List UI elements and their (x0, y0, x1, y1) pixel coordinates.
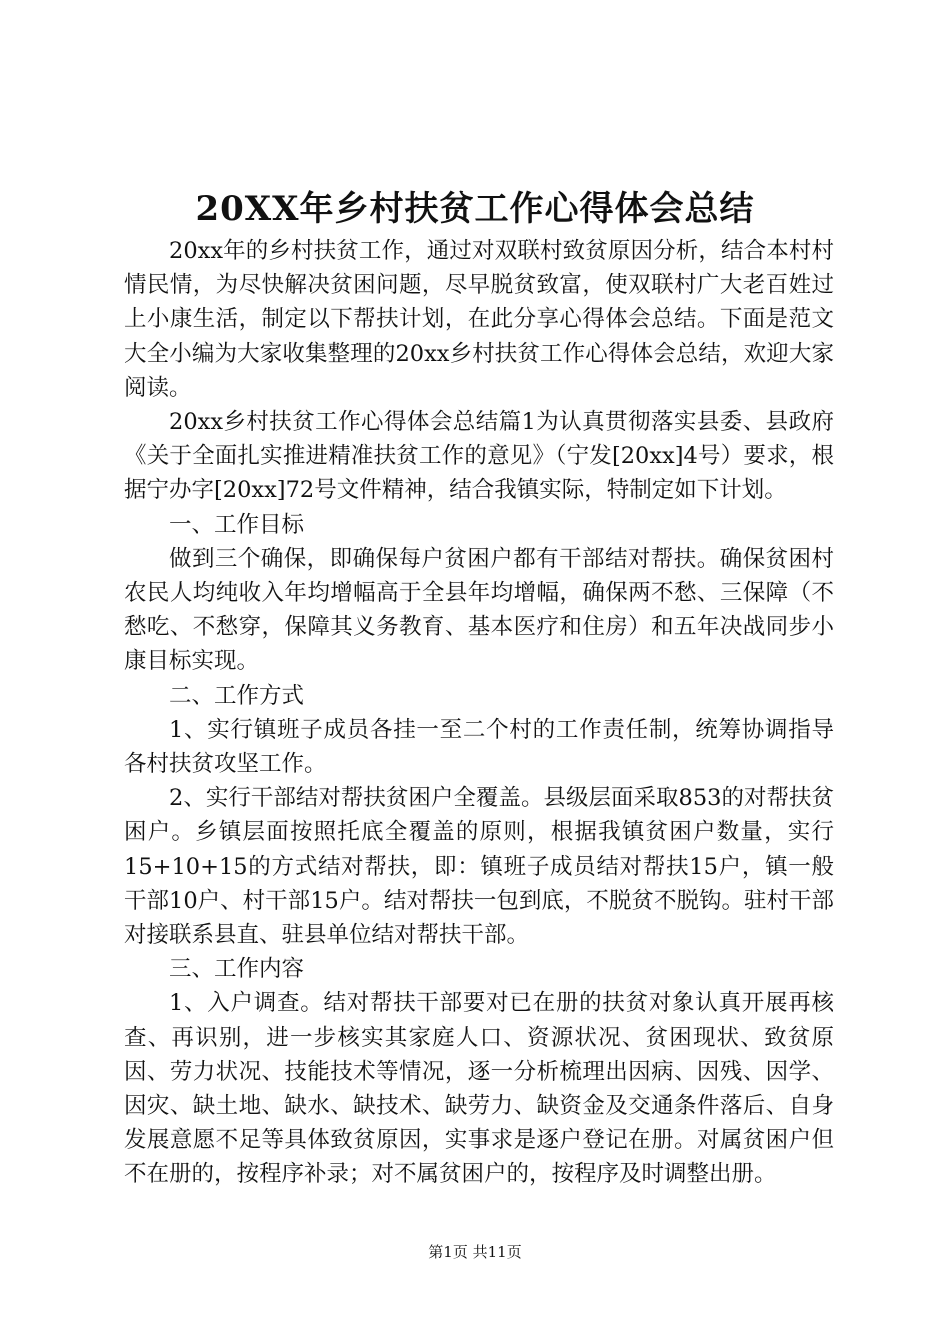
section-heading-content: 三、工作内容 (169, 956, 305, 983)
paragraph-article-1: 20xx乡村扶贫工作心得体会总结篇1为认真贯彻落实县委、县政府《关于全面扎实推进精准扶贫工作的意见》（宁发[20xx]4号）要求，根据宁办字[20xx]72号文件精神，结合我镇实际，特制定如下计划。 (124, 409, 834, 504)
paragraph-method-2: 2、实行干部结对帮扶贫困户全覆盖。县级层面采取853的对帮扶贫困户。乡镇层面按照托底全覆盖的原则，根据我镇贫困户数量，实行15+10+15的方式结对帮扶，即：镇班子成员结对帮扶15户，镇一般干部10户、村干部15户。结对帮扶一包到底，不脱贫不脱钩。驻村干部对接联系县直、驻县单位结对帮扶干部。 (124, 785, 834, 949)
document-title: 20XX年乡村扶贫工作心得体会总结 (195, 189, 755, 229)
paragraph-intro: 20xx年的乡村扶贫工作，通过对双联村致贫原因分析，结合本村村情民情，为尽快解决贫困问题，尽早脱贫致富，使双联村广大老百姓过上小康生活，制定以下帮扶计划，在此分享心得体会总结。下面是范文大全小编为大家收集整理的20xx乡村扶贫工作心得体会总结，欢迎大家阅读。 (124, 238, 834, 401)
paragraph-method-1: 1、实行镇班子成员各挂一至二个村的工作责任制，统筹协调指导各村扶贫攻坚工作。 (124, 716, 834, 778)
section-heading-goals: 一、工作目标 (169, 511, 305, 538)
section-heading-methods: 二、工作方式 (169, 682, 305, 709)
paragraph-content-1: 1、入户调查。结对帮扶干部要对已在册的扶贫对象认真开展再核查、再识别，进一步核实其家庭人口、资源状况、贫困现状、致贫原因、劳力状况、技能技术等情况，逐一分析梳理出因病、因残、因学、因灾、缺土地、缺水、缺技术、缺劳力、缺资金及交通条件落后、自身发展意愿不足等具体致贫原因，实事求是逐户登记在册。对属贫困户但不在册的，按程序补录；对不属贫困户的，按程序及时调整出册。 (124, 990, 834, 1188)
page-number-footer: 第1页 共11页 (428, 1243, 522, 1261)
document-body (124, 234, 834, 1192)
paragraph-goals: 做到三个确保，即确保每户贫困户都有干部结对帮扶。确保贫困村农民人均纯收入年均增幅高于全县年均增幅，确保两不愁、三保障（不愁吃、不愁穿，保障其义务教育、基本医疗和住房）和五年决战同步小康目标实现。 (124, 545, 834, 675)
